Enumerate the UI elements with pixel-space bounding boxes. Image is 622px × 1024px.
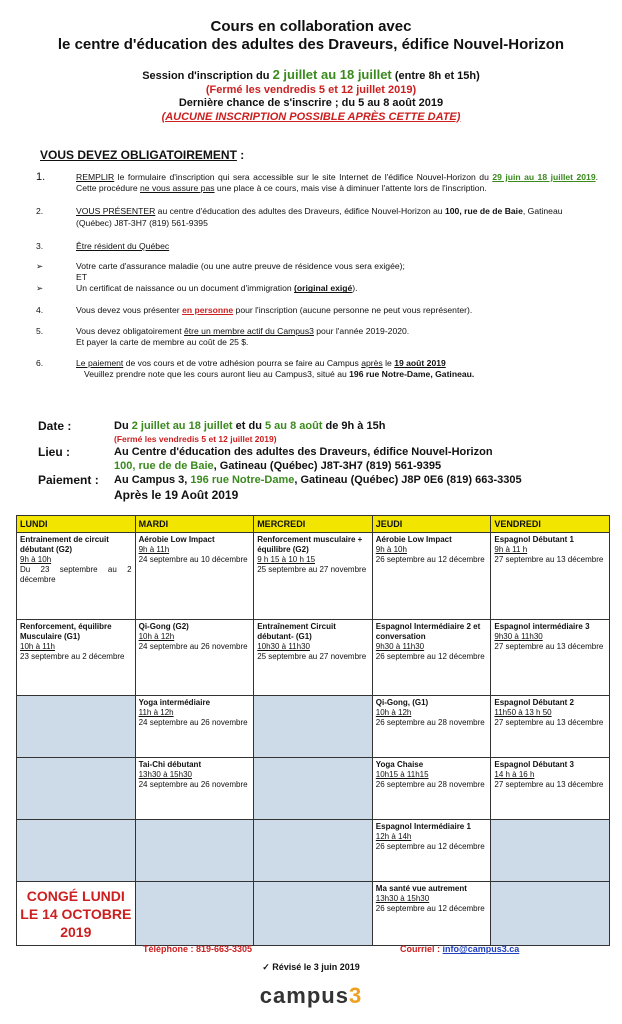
course-name: Aérobie Low Impact xyxy=(138,535,215,544)
table-row xyxy=(17,620,610,696)
revised-date: ✓ Révisé le 3 juin 2019 xyxy=(262,962,360,972)
lieu-label: Lieu : xyxy=(38,445,70,459)
course-time: 10h15 à 11h15 xyxy=(375,770,429,779)
date-label: Date : xyxy=(38,419,72,433)
course-dates: 24 septembre au 26 novembre xyxy=(138,780,248,789)
course-name: Renforcement musculaire + équilibre (G2) xyxy=(257,535,363,554)
course-name: Espagnol Débutant 2 xyxy=(494,698,574,707)
course-dates: 26 septembre au 12 décembre xyxy=(375,904,485,913)
course-time: 11h à 12h xyxy=(138,708,174,717)
course-name: Entraînement Circuit débutant- (G1) xyxy=(257,622,336,641)
course-name: Yoga intermédiaire xyxy=(138,698,211,707)
empty-cell xyxy=(254,758,373,820)
course-cell xyxy=(254,620,373,696)
course-name: Qi-Gong, (G1) xyxy=(375,698,429,707)
last-chance: Dernière chance de s'inscrire ; du 5 au 8 août 2019 xyxy=(178,97,444,109)
course-time: 9h30 à 11h30 xyxy=(494,632,543,641)
course-cell xyxy=(254,533,373,620)
course-time: 10h30 à 11h30 xyxy=(257,642,310,651)
paiement-after: Après le 19 Août 2019 xyxy=(114,488,239,502)
course-cell xyxy=(135,696,254,758)
course-time: 11h50 à 13 h 50 xyxy=(494,708,552,717)
course-cell xyxy=(372,533,491,620)
course-time: 9h30 à 11h30 xyxy=(375,642,425,651)
course-dates: 26 septembre au 28 novembre xyxy=(375,718,485,727)
requirement-et: ET xyxy=(76,272,87,283)
course-dates: 27 septembre au 13 décembre xyxy=(494,780,604,789)
day-header-mercredi: MERCREDI xyxy=(254,516,373,533)
course-name: Renforcement, équilibre Musculaire (G1) xyxy=(20,622,112,641)
course-time: 9h à 10h xyxy=(20,555,52,564)
document-title xyxy=(0,18,622,54)
email-line: Courriel : info@campus3.ca xyxy=(400,944,520,954)
date-value: Du 2 juillet au 18 juillet et du 5 au 8 août de 9h à 15h xyxy=(114,420,386,432)
title-line-2: le centre d'éducation des adultes des Draveurs, édifice Nouvel-Horizon xyxy=(57,36,565,53)
course-dates: 26 septembre au 12 décembre xyxy=(375,652,485,661)
empty-cell xyxy=(254,882,373,946)
day-header-mardi: MARDI xyxy=(135,516,254,533)
course-dates: 26 septembre au 28 novembre xyxy=(375,780,485,789)
empty-cell xyxy=(17,820,136,882)
date-closed: (Fermé les vendredis 5 et 12 juillet 2019) xyxy=(114,434,277,444)
course-name: Yoga Chaise xyxy=(375,760,424,769)
paiement-label: Paiement : xyxy=(38,473,99,487)
table-row xyxy=(17,820,610,882)
course-name: Tai-Chi débutant xyxy=(138,760,202,769)
course-time: 13h30 à 15h30 xyxy=(138,770,192,779)
title-line-1: Cours en collaboration avec xyxy=(210,18,412,35)
empty-cell xyxy=(491,820,610,882)
course-cell xyxy=(372,882,491,946)
empty-cell xyxy=(135,820,254,882)
course-time: 10h à 12h xyxy=(138,632,175,641)
requirement-bullet-1: ➢ Votre carte d'assurance maladie (ou une autre preuve de résidence vous sera exigée); xyxy=(36,261,405,272)
course-cell xyxy=(17,620,136,696)
requirements-list xyxy=(36,172,598,381)
course-dates: 23 septembre au 2 décembre xyxy=(20,652,125,661)
course-cell xyxy=(17,533,136,620)
course-time: 10h à 12h xyxy=(375,708,412,717)
table-row xyxy=(17,696,610,758)
session-line: Session d'inscription du 2 juillet au 18 juillet (entre 8h et 15h) xyxy=(142,67,480,82)
phone: Téléphone : 819-663-3305 xyxy=(143,944,253,954)
requirement-1: 1. REMPLIR le formulaire d'inscription qui sera accessible sur le site Internet de l'édifice Nouvel-Horizon du 29 juin au 18 juillet 2019. Cette procédure ne vous assure pas une place à ce cours, mais vise à diminuer l'attente lors de l'inscription. xyxy=(36,171,598,194)
course-cell xyxy=(135,533,254,620)
course-cell xyxy=(491,533,610,620)
course-dates: 27 septembre au 13 décembre xyxy=(494,555,604,564)
course-time: 10h à 11h xyxy=(20,642,55,651)
course-dates: 27 septembre au 13 décembre xyxy=(494,718,604,727)
day-header-jeudi: JEUDI xyxy=(372,516,491,533)
empty-cell xyxy=(135,882,254,946)
course-time: 12h à 14h xyxy=(375,832,412,841)
course-dates: 24 septembre au 10 décembre xyxy=(138,555,248,564)
requirement-2: 2. VOUS PRÉSENTER au centre d'éducation des adultes des Draveurs, édifice Nouvel-Horizon au 100, rue de de Baie, Gatineau (Québec) J8T-3H7 (819) 561-9395 xyxy=(36,206,563,228)
course-name: Espagnol intermédiaire 3 xyxy=(494,622,590,631)
course-name: Espagnol Intermédiaire 2 et conversation xyxy=(375,622,481,641)
paiement-value: Au Campus 3, 196 rue Notre-Dame, Gatineau (Québec) J8P 0E6 (819) 663-3305 xyxy=(114,474,522,486)
empty-cell xyxy=(491,882,610,946)
course-cell xyxy=(491,758,610,820)
requirement-4: 4. Vous devez vous présenter en personne pour l'inscription (aucune personne ne peut vous représenter). xyxy=(36,304,473,315)
course-cell xyxy=(135,620,254,696)
campus3-logo: campus3 xyxy=(259,983,363,1008)
table-row xyxy=(17,533,610,620)
session-block xyxy=(0,68,622,124)
email-link[interactable]: info@campus3.ca xyxy=(442,944,520,954)
course-dates: 24 septembre au 26 novembre xyxy=(138,642,248,651)
schedule-table xyxy=(16,515,610,946)
session-dates: 2 juillet au 18 juillet xyxy=(272,67,392,82)
lieu-line-1: Au Centre d'éducation des adultes des Draveurs, édifice Nouvel-Horizon xyxy=(114,446,493,458)
arrow-bullet-icon: ➢ xyxy=(36,261,44,272)
requirement-3: 3. Être résident du Québec xyxy=(36,240,170,251)
empty-cell xyxy=(17,696,136,758)
course-dates: 24 septembre au 26 novembre xyxy=(138,718,248,727)
lieu-line-2: 100, rue de de Baie, Gatineau (Québec) J8T-3H7 (819) 561-9395 xyxy=(114,460,442,472)
course-name: Aérobie Low Impact xyxy=(375,535,452,544)
course-time: 9h à 10h xyxy=(375,545,407,554)
course-time: 14 h à 16 h xyxy=(494,770,535,779)
schedule-header-row xyxy=(17,516,610,533)
table-row xyxy=(17,758,610,820)
course-time: 9h à 11 h xyxy=(494,545,528,554)
no-registration-notice: (AUCUNE INSCRIPTION POSSIBLE APRÈS CETTE DATE) xyxy=(161,110,461,123)
day-header-lundi: LUNDI xyxy=(17,516,136,533)
course-cell xyxy=(135,758,254,820)
schedule-body xyxy=(17,533,610,946)
holiday-notice: CONGÉ LUNDI LE 14 OCTOBRE 2019 xyxy=(20,887,132,940)
course-cell xyxy=(372,820,491,882)
course-cell xyxy=(372,758,491,820)
course-dates: 27 septembre au 13 décembre xyxy=(494,642,604,651)
course-name: Espagnol Intermédiaire 1 xyxy=(375,822,471,831)
holiday-cell xyxy=(17,882,136,946)
course-dates: 26 septembre au 12 décembre xyxy=(375,555,485,564)
course-time: 9h à 11h xyxy=(138,545,170,554)
course-name: Espagnol Débutant 1 xyxy=(494,535,574,544)
requirement-bullet-2: ➢ Un certificat de naissance ou un document d'immigration (original exigé). xyxy=(36,283,358,294)
requirements-heading: VOUS DEVEZ OBLIGATOIREMENT : xyxy=(40,148,245,162)
course-dates: 25 septembre au 27 novembre xyxy=(257,565,367,574)
empty-cell xyxy=(254,696,373,758)
course-dates: Du 23 septembre au 2 décembre xyxy=(20,565,132,584)
course-dates: 25 septembre au 27 novembre xyxy=(257,652,367,661)
course-cell xyxy=(491,696,610,758)
course-dates: 26 septembre au 12 décembre xyxy=(375,842,485,851)
closed-notice: (Fermé les vendredis 5 et 12 juillet 2019) xyxy=(205,83,417,96)
day-header-vendredi: VENDREDI xyxy=(491,516,610,533)
course-cell xyxy=(372,620,491,696)
requirement-5: 5. Vous devez obligatoirement être un membre actif du Campus3 pour l'année 2019-2020. Et payer la carte de membre au coût de 25 $. xyxy=(36,325,410,348)
requirement-6: 6. Le paiement de vos cours et de votre adhésion pourra se faire au Campus après le 19 août 2019 Veuillez prendre note que les cours auront lieu au Campus3, situé au 196 rue Notre-Dame, Gatineau. xyxy=(36,358,475,380)
course-cell xyxy=(491,620,610,696)
empty-cell xyxy=(17,758,136,820)
arrow-bullet-icon: ➢ xyxy=(36,283,44,294)
empty-cell xyxy=(254,820,373,882)
course-cell xyxy=(372,696,491,758)
course-name: Ma santé vue autrement xyxy=(375,884,467,893)
course-name: Entrainement de circuit débutant (G2) xyxy=(20,535,109,554)
course-time: 9 h 15 à 10 h 15 xyxy=(257,555,316,564)
course-time: 13h30 à 15h30 xyxy=(375,894,430,903)
course-name: Espagnol Débutant 3 xyxy=(494,760,574,769)
table-row xyxy=(17,882,610,946)
course-name: Qi-Gong (G2) xyxy=(138,622,189,631)
